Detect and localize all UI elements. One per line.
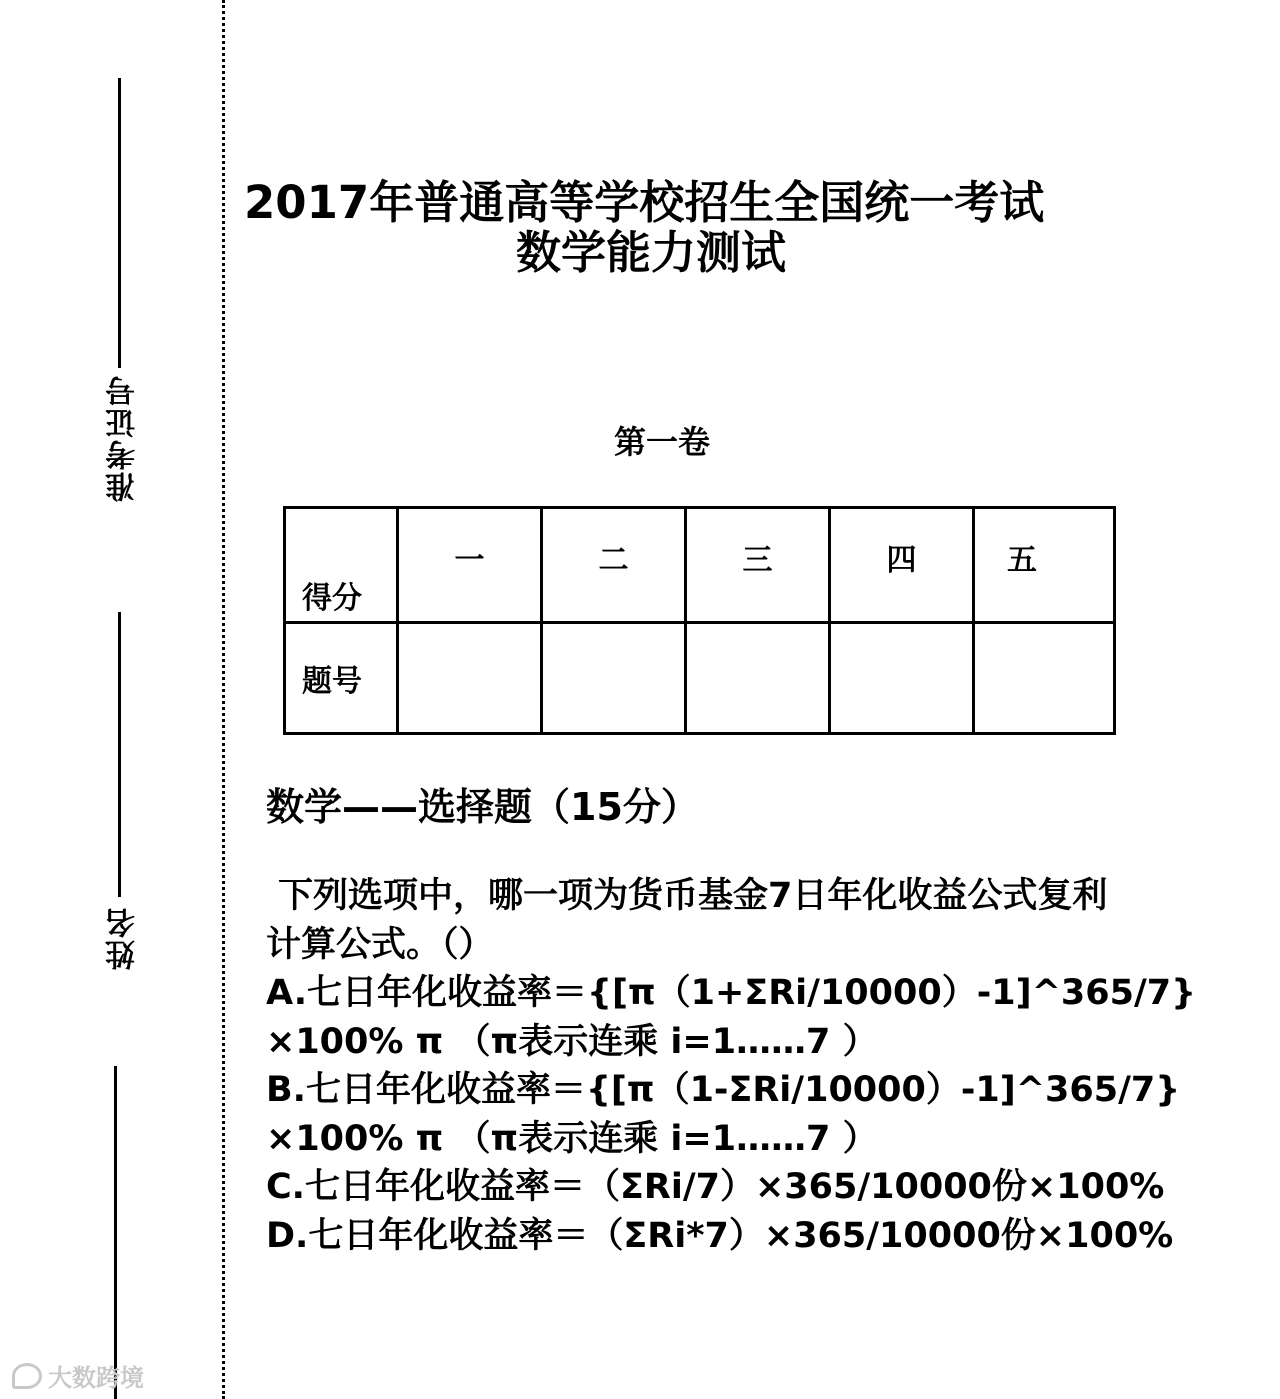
option-a-line: ×100% π （π表示连乘 i=1……7 ） bbox=[266, 1021, 878, 1062]
option-d-line: D.七日年化收益率＝（ΣRi*7）×365/10000份×100% bbox=[266, 1215, 1174, 1256]
name-line-bottom bbox=[114, 1066, 117, 1399]
option-b-line: ×100% π （π表示连乘 i=1……7 ） bbox=[266, 1118, 878, 1159]
score-cell[interactable] bbox=[686, 623, 830, 734]
score-cell[interactable] bbox=[830, 623, 974, 734]
volume-label: 第一卷 bbox=[614, 423, 711, 461]
option-a-line: A.七日年化收益率＝{[π（1+ΣRi/10000）-1]^365/7} bbox=[266, 973, 1197, 1013]
score-table bbox=[283, 506, 1116, 735]
score-table-row-entries bbox=[285, 623, 1115, 734]
option-b-line: B.七日年化收益率＝{[π（1-ΣRi/10000）-1]^365/7} bbox=[266, 1070, 1181, 1110]
score-row-label: 得分 bbox=[285, 508, 398, 623]
question-block bbox=[266, 872, 1246, 1260]
name-label: 姓名 bbox=[106, 906, 141, 970]
name-line-top bbox=[118, 612, 121, 897]
score-column-header: 二 bbox=[542, 508, 686, 623]
score-cell[interactable] bbox=[974, 623, 1115, 734]
section-title: 数学——选择题（15分） bbox=[266, 785, 699, 829]
score-cell[interactable] bbox=[398, 623, 542, 734]
score-column-header: 四 bbox=[830, 508, 974, 623]
question-stem-line: 计算公式。（） bbox=[266, 924, 494, 965]
question-number-row-label: 题号 bbox=[285, 623, 398, 734]
exam-title: 2017年普通高等学校招生全国统一考试 bbox=[244, 176, 1045, 229]
score-column-header: 五 bbox=[974, 508, 1115, 623]
question-stem-line: 下列选项中，哪一项为货币基金7日年化收益公式复利 bbox=[278, 876, 1108, 916]
watermark-logo-icon bbox=[12, 1363, 42, 1389]
exam-id-label: 准考证号 bbox=[106, 374, 141, 502]
score-column-header: 一 bbox=[398, 508, 542, 623]
score-cell[interactable] bbox=[542, 623, 686, 734]
watermark bbox=[12, 1358, 144, 1393]
option-c-line: C.七日年化收益率＝（ΣRi/7）×365/10000份×100% bbox=[266, 1167, 1165, 1207]
exam-id-line bbox=[118, 78, 121, 368]
binding-margin bbox=[0, 0, 226, 1399]
score-table-row-header bbox=[285, 508, 1115, 623]
score-column-header: 三 bbox=[686, 508, 830, 623]
binding-dotted-line bbox=[222, 0, 225, 1399]
exam-subtitle: 数学能力测试 bbox=[516, 226, 787, 279]
watermark-text: 大数跨境 bbox=[48, 1364, 144, 1392]
